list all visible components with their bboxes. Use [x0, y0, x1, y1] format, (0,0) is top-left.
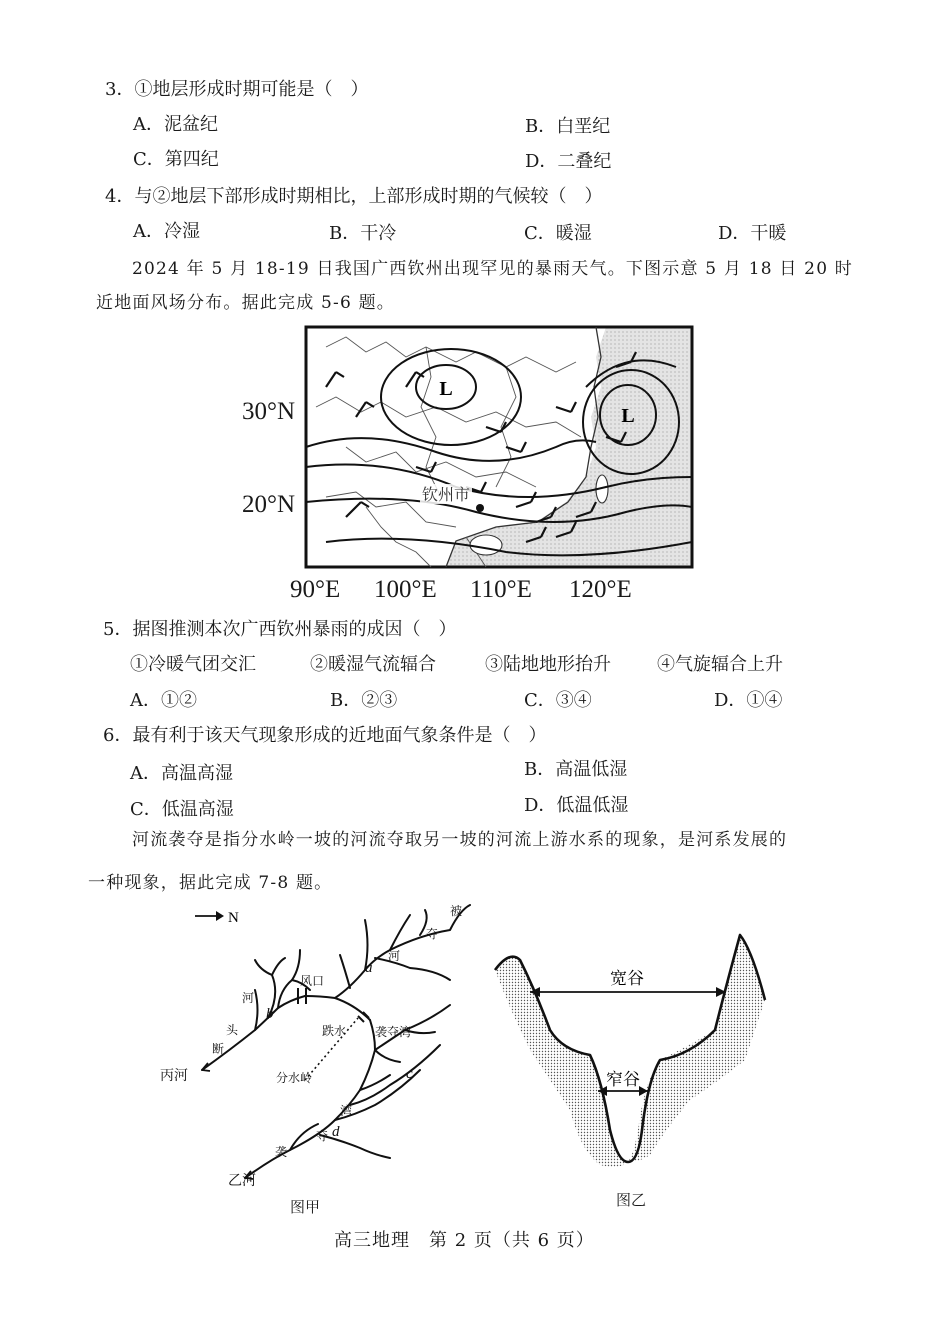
he-label-1: 河: [388, 949, 401, 963]
valley-cross-section: [490, 930, 775, 1165]
intro-7-8-line1: 河流袭夺是指分水岭一坡的河流夺取另一坡的河流上游水系的现象，是河系发展的: [132, 830, 788, 850]
point-d-label: d: [332, 1124, 340, 1140]
q5-option-a: A．①②: [130, 690, 197, 711]
q3-option-d: D．二叠纪: [525, 151, 612, 172]
wind-field-map: [306, 327, 692, 567]
q4-option-a: A．冷湿: [133, 221, 200, 242]
fig-jia-caption: 图甲: [290, 1198, 321, 1216]
xi-duo-wan-label: 袭夺湾: [375, 1025, 412, 1039]
q6-stem: 6．最有利于该天气现象形成的近地面气象条件是（ ）: [103, 725, 547, 746]
point-c-label: c: [406, 1066, 413, 1082]
he-label-2: 河: [242, 991, 255, 1005]
duan-label: 断: [212, 1042, 225, 1056]
intro-5-6-line2: 近地面风场分布。据此完成 5-6 题。: [96, 293, 395, 313]
river-capture-sketch: [160, 900, 490, 1190]
low-pressure-label-1: L: [439, 378, 453, 400]
q3-option-b: B．白垩纪: [525, 116, 611, 137]
lat-label-30n: 30°N: [242, 398, 296, 425]
q5-option-b: B．②③: [330, 690, 398, 711]
q6-option-d: D．低温低湿: [524, 795, 629, 816]
qinzhou-label: 钦州市: [421, 485, 471, 504]
duo-label: 夺: [426, 927, 439, 941]
q4-option-d: D．干暖: [718, 223, 787, 244]
die-shui-label: 跌水: [322, 1024, 347, 1038]
q3-option-c: C．第四纪: [133, 149, 219, 170]
bing-river-label: 丙河: [160, 1068, 188, 1084]
intro-7-8-line2: 一种现象，据此完成 7-8 题。: [88, 873, 333, 893]
bei-label: 被: [450, 904, 463, 918]
q6-option-a: A．高温高湿: [130, 763, 233, 784]
q5-statement-3: ③陆地地形抬升: [485, 654, 611, 675]
tou-label: 头: [226, 1023, 239, 1037]
point-b-label: b: [266, 1006, 274, 1022]
q6-option-b: B．高温低湿: [524, 759, 628, 780]
q3-stem: 3．①地层形成时期可能是（ ）: [105, 79, 369, 100]
q3-option-a: A．泥盆纪: [133, 114, 218, 135]
point-a-label: a: [365, 960, 373, 976]
lon-label-110e: 110°E: [470, 576, 532, 603]
fig-yi-caption: 图乙: [616, 1191, 647, 1209]
q4-option-c: C．暖湿: [524, 223, 592, 244]
q5-statement-1: ①冷暖气团交汇: [130, 654, 256, 675]
lat-label-20n: 20°N: [242, 491, 296, 518]
yi-river-label: 乙河: [228, 1173, 256, 1189]
duo-label-2: 夺: [316, 1129, 329, 1143]
low-pressure-label-2: L: [621, 405, 635, 427]
q4-option-b: B．干冷: [329, 223, 397, 244]
q6-option-c: C．低温高湿: [130, 799, 234, 820]
north-label: N: [228, 910, 239, 926]
q4-stem: 4．与②地层下部形成时期相比，上部形成时期的气候较（ ）: [105, 186, 603, 207]
xi-label: 袭: [275, 1145, 288, 1159]
wide-valley-label: 宽谷: [610, 969, 644, 989]
lon-label-90e: 90°E: [290, 576, 341, 603]
narrow-valley-label: 窄谷: [606, 1070, 640, 1090]
q5-statement-2: ②暖湿气流辐合: [310, 654, 436, 675]
q5-stem: 5．据图推测本次广西钦州暴雨的成因（ ）: [103, 619, 457, 640]
wan-label: 湾: [340, 1104, 353, 1118]
q5-statement-4: ④气旋辐合上升: [657, 654, 783, 675]
fen-shui-ling-label: 分水岭: [276, 1071, 313, 1085]
q5-option-d: D．①④: [714, 690, 783, 711]
page-footer: 高三地理 第 2 页（共 6 页）: [334, 1230, 595, 1251]
lon-label-100e: 100°E: [374, 576, 437, 603]
intro-5-6-line1: 2024 年 5 月 18-19 日我国广西钦州出现罕见的暴雨天气。下图示意 5 月 18 日 20 时: [132, 259, 854, 279]
lon-label-120e: 120°E: [569, 576, 632, 603]
qinzhou-point: [476, 504, 484, 512]
q5-option-c: C．③④: [524, 690, 592, 711]
feng-kou-label: 风口: [300, 974, 325, 988]
